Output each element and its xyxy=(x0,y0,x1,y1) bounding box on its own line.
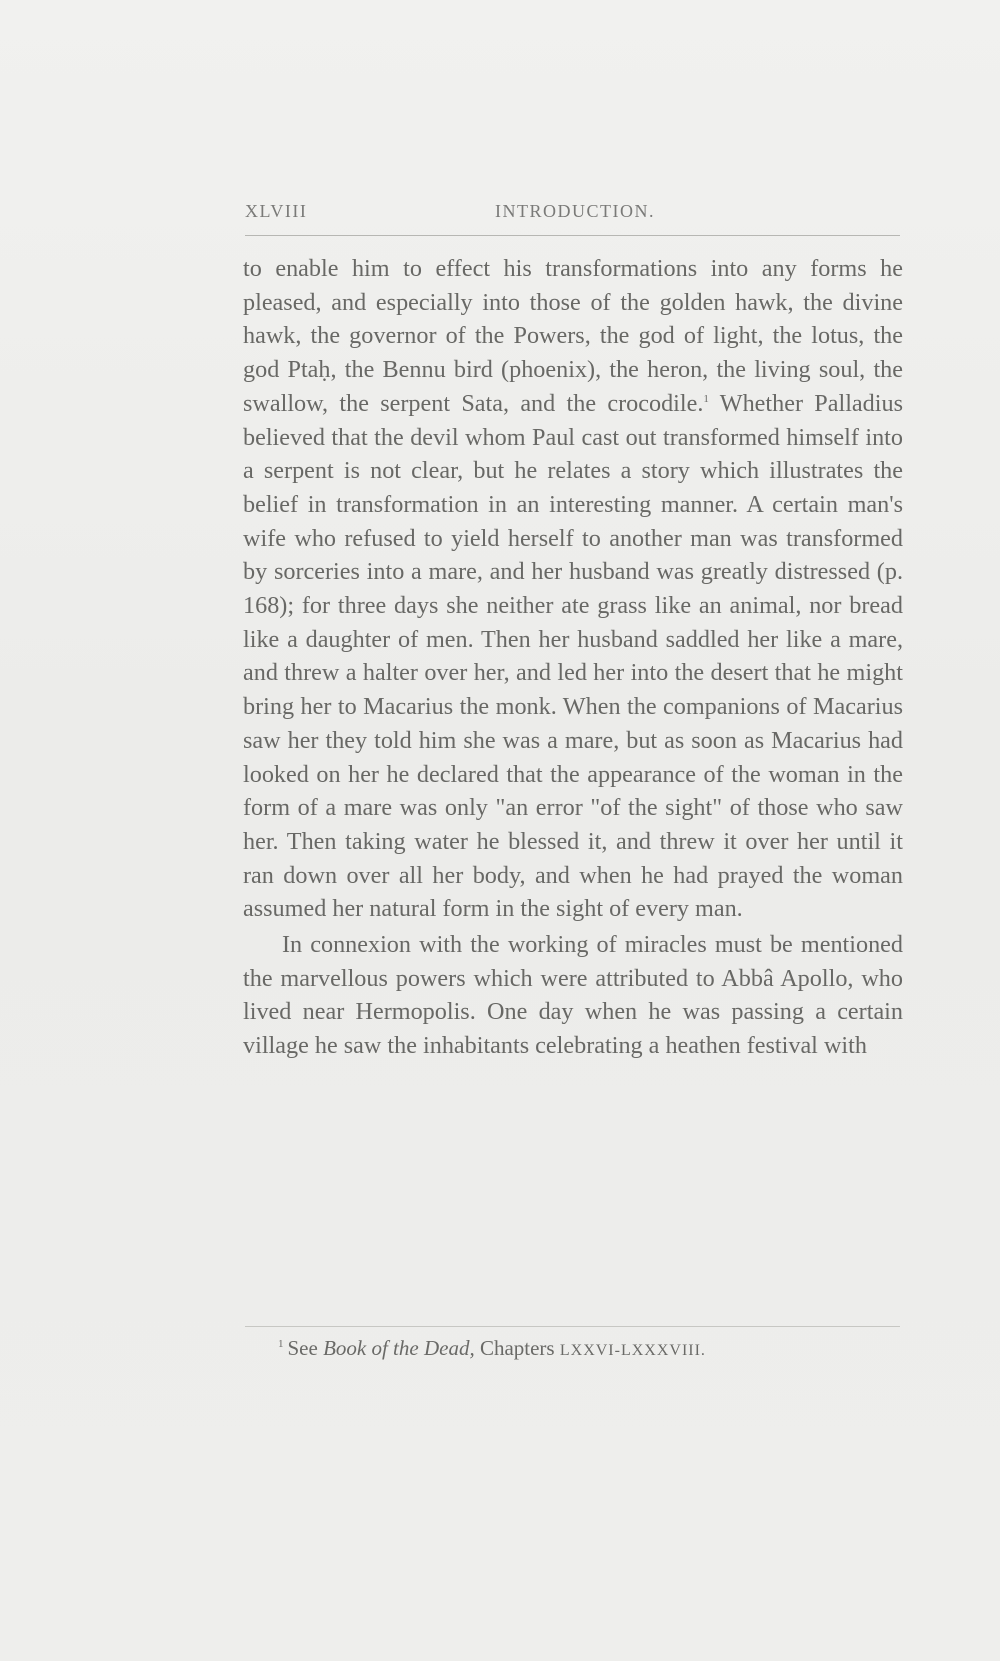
page-number: XLVIII xyxy=(245,201,308,221)
header-rule xyxy=(245,235,900,236)
footnote-chapters-range: LXXVI-LXXXVIII. xyxy=(559,1342,706,1359)
paragraph-2: In connexion with the working of miracles must be mentioned the marvellous powers which were attributed to Abbâ Apollo, who lived near Hermopolis. One day when he was passing a certain village he saw the inhabitants celebrating a heathen festival with xyxy=(243,931,903,1060)
body-text xyxy=(243,252,903,1063)
footnote-book-title: Book of the Dead, xyxy=(323,1336,475,1360)
running-head xyxy=(245,201,900,231)
footnote-rule xyxy=(245,1326,900,1327)
footnote xyxy=(278,1336,898,1361)
paragraph-1-part-2: Whether Palladius believed that the devil whom Paul cast out transformed himself into a serpent is not clear, but he relates a story which illustrates the belief in transformation in an interesting manner. A certain man's wife who refused to yield herself to another man was transformed by sorceries into a mare, and her husband was greatly distressed (p. 168); for three days she neither ate grass like an animal, nor bread like a daughter of men. Then her husband saddled her like a mare, and threw a halter over her, and led her into the desert that he might bring her to Macarius the monk. When the companions of Macarius saw her they told him she was a mare, but as soon as Macarius had looked on her he declared that the appearance of the woman in the form of a mare was only "an error "of the sight" of those who saw her. Then taking water he blessed it, and threw it over her until it ran down over all her body, and when he had prayed the woman assumed her natural form in the sight of every man. xyxy=(243,389,903,923)
paragraph-1 xyxy=(243,252,903,926)
footnote-chapters-word: Chapters xyxy=(474,1336,560,1360)
running-title: INTRODUCTION. xyxy=(495,201,655,221)
footnote-see: See xyxy=(287,1336,324,1360)
footnote-reference: 1 xyxy=(703,392,709,405)
footnote-marker: 1 xyxy=(278,1338,284,1350)
paragraph-1-part-1: to enable him to effect his transformations into any forms he pleased, and especially into those of the golden hawk, the divine hawk, the governor of the Powers, the god of light, the lotus, the god Ptaḥ, the Bennu bird (phoenix), the heron, the living soul, the swallow, the serpent Sata, and the crocodile. xyxy=(243,255,903,417)
